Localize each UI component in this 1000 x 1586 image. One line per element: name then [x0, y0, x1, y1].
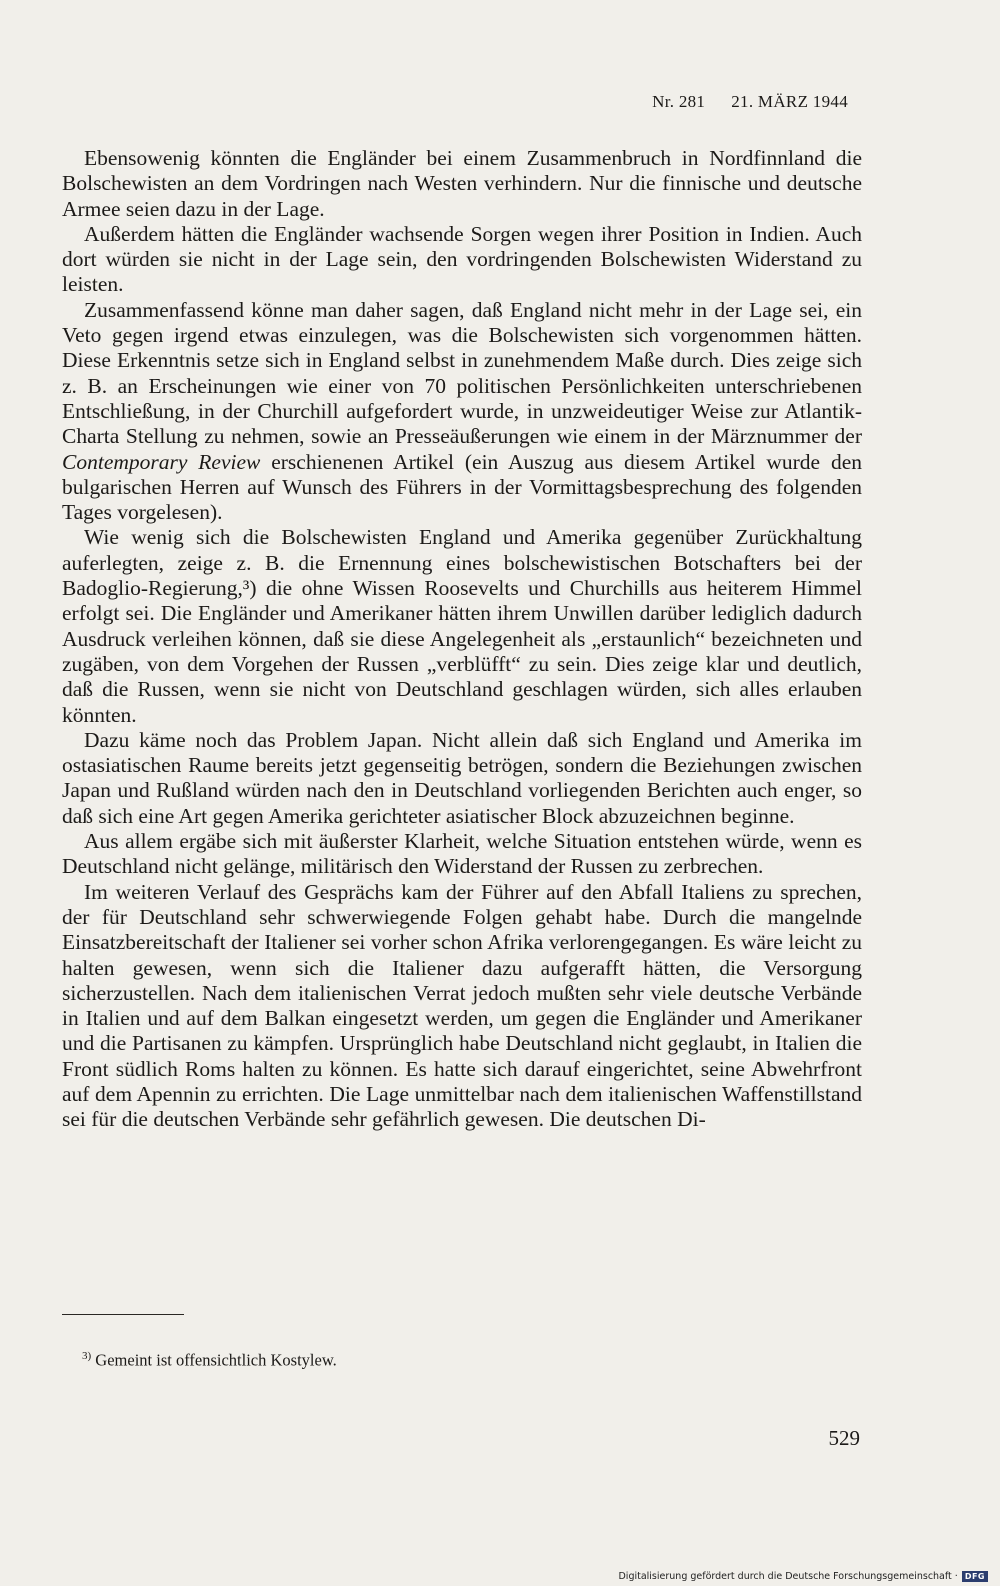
- paragraph-4: Wie wenig sich die Bolschewisten England und Amerika gegenüber Zurückhaltung auferlegten, zeige z. B. die Ernennung eines bolschewistischen Botschafters bei der Badoglio-Regierung,³) die ohne Wissen Roosevelts und Churchills aus heiterem Himmel erfolgt sei. Die Engländer und Amerikaner hätten ihrem Unwillen darüber lediglich dadurch Ausdruck verleihen können, daß sie diese Angelegenheit als „erstaunlich“ bezeichneten und zugäben, von dem Vorgehen der Russen „verblüfft“ zu sein. Dies zeige klar und deutlich, daß die Russen, wenn sie nicht von Deutschland geschlagen würden, sich alles erlauben könnten.: [62, 525, 862, 727]
- paragraph-5: Dazu käme noch das Problem Japan. Nicht allein daß sich England und Amerika im ostasiatischen Raume bereits jetzt gegenseitig betrögen, sondern die Beziehungen zwischen Japan und Rußland würden nach den in Deutschland vorliegenden Berichten auch enger, so daß sich eine Art gegen Amerika gerichteter asiatischer Block abzuzeichnen beginne.: [62, 727, 862, 828]
- footnote-text: Gemeint ist offensichtlich Kostylew.: [95, 1350, 337, 1370]
- credit-text: Digitalisierung gefördert durch die Deutsche Forschungsgemeinschaft ·: [618, 1571, 958, 1582]
- footnote: [82, 1350, 337, 1371]
- document-number: Nr. 281: [652, 92, 706, 111]
- body-text: [62, 146, 862, 1133]
- page-number: 529: [828, 1426, 860, 1450]
- digitization-credit: [618, 1571, 988, 1582]
- running-head: [652, 92, 848, 112]
- paragraph-2: Außerdem hätten die Engländer wachsende Sorgen wegen ihrer Position in Indien. Auch dort würden sie nicht in der Lage sein, den vordringenden Bolschewisten Widerstand zu leisten.: [62, 221, 862, 297]
- dfg-logo: DFG: [962, 1571, 988, 1582]
- paragraph-6: Aus allem ergäbe sich mit äußerster Klarheit, welche Situation entstehen würde, wenn es Deutschland nicht gelänge, militärisch den Widerstand der Russen zu zerbrechen.: [62, 829, 862, 879]
- document-date: 21. MÄRZ 1944: [731, 92, 848, 111]
- journal-title: Contemporary Review: [62, 449, 261, 474]
- paragraph-3: Zusammenfassend könne man daher sagen, daß England nicht mehr in der Lage sei, ein Veto gegen irgend etwas einzulegen, was die Bolschewisten sich vorgenommen hätten. Diese Erkenntnis setze sich in England selbst in zunehmendem Maße durch. Dies zeige sich z. B. an Erscheinungen wie einer von 70 politischen Persönlichkeiten unterschriebenen Entschließung, in der Churchill aufgefordert wurde, in unzweideutiger Weise zur Atlantik-Charta Stellung zu nehmen, sowie an Presseäußerungen wie einem in der Märznummer der Contemporary Review erschienenen Artikel (ein Auszug aus diesem Artikel wurde den bulgarischen Herren auf Wunsch des Führers in der Vormittagsbesprechung des folgenden Tages vorgelesen).: [62, 297, 862, 525]
- footnote-divider: [62, 1314, 184, 1315]
- paragraph-7: Im weiteren Verlauf des Gesprächs kam der Führer auf den Abfall Italiens zu sprechen, der für Deutschland sehr schwerwiegende Folgen gehabt habe. Durch die mangelnde Einsatzbereitschaft der Italiener sei vorher schon Afrika verlorengegangen. Es wäre leicht zu halten gewesen, wenn sich die Italiener dazu aufgerafft hätten, die Versorgung sicherzustellen. Nach dem italienischen Verrat jedoch mußten sehr viele deutsche Verbände in Italien und auf dem Balkan eingesetzt werden, um gegen die Engländer und Amerikaner und die Partisanen zu kämpfen. Ursprünglich habe Deutschland nicht geglaubt, in Italien die Front südlich Roms halten zu können. Es hatte sich darauf eingerichtet, seine Abwehrfront auf dem Apennin zu errichten. Die Lage unmittelbar nach dem italienischen Waffenstillstand sei für die deutschen Verbände sehr gefährlich gewesen. Die deutschen Di-: [62, 879, 862, 1132]
- paragraph-1: Ebensowenig könnten die Engländer bei einem Zusammenbruch in Nordfinnland die Bolschewisten an dem Vordringen nach Westen verhindern. Nur die finnische und deutsche Armee seien dazu in der Lage.: [62, 146, 862, 221]
- footnote-marker: 3): [82, 1350, 92, 1362]
